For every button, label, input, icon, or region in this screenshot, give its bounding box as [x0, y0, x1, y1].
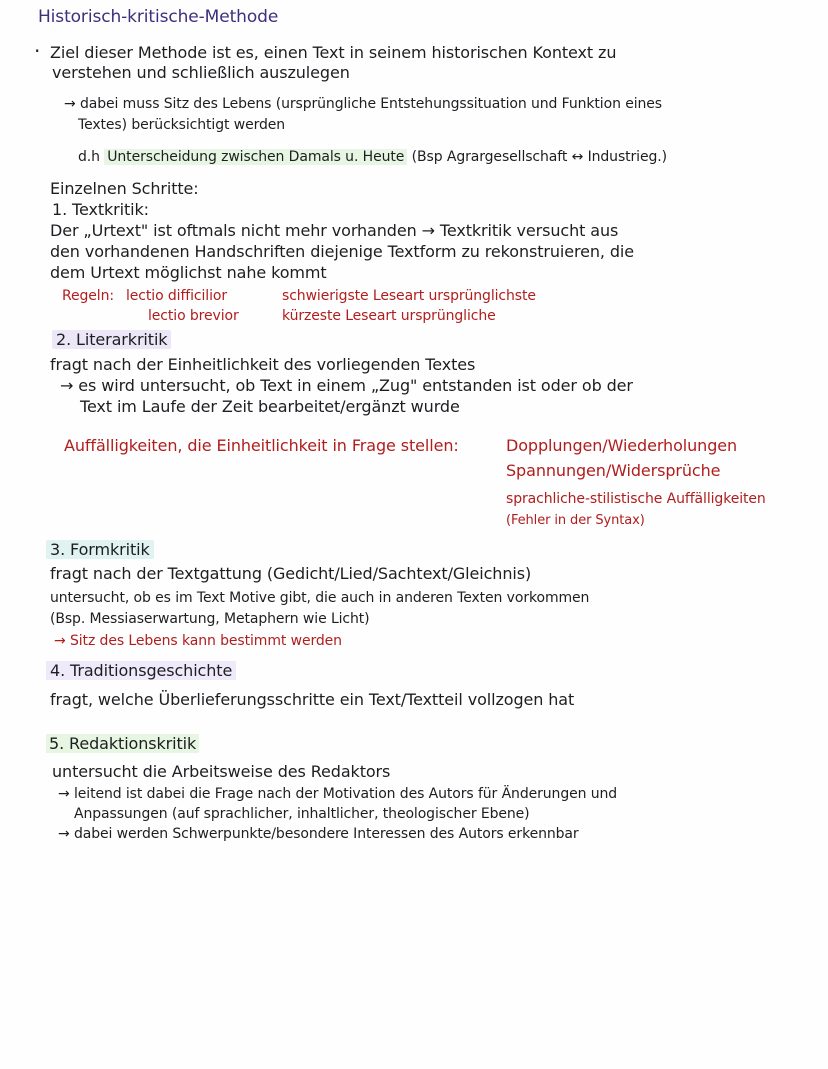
- intro-arrow-line-1: → dabei muss Sitz des Lebens (ursprüngliche Entstehungssituation und Funktion eines: [64, 96, 662, 112]
- step2-auff-item-4: (Fehler in der Syntax): [506, 513, 645, 528]
- steps-heading: Einzelnen Schritte:: [50, 179, 199, 198]
- step1-line-1: Der „Urtext" ist oftmals nicht mehr vorhanden → Textkritik versucht aus: [50, 221, 619, 240]
- step3-line-3: (Bsp. Messiaserwartung, Metaphern wie Licht): [50, 611, 370, 627]
- step1-rule2-term: lectio brevior: [148, 308, 239, 324]
- step2-auff-item-2: Spannungen/Widersprüche: [506, 461, 721, 480]
- step2-line-1: fragt nach der Einheitlichkeit des vorliegenden Textes: [50, 355, 476, 374]
- intro-arrow-line-2: Textes) berücksichtigt werden: [78, 117, 286, 133]
- step1-rule1-desc: schwierigste Leseart ursprünglichste: [282, 288, 536, 304]
- step1-heading: 1. Textkritik:: [52, 200, 149, 219]
- bullet-dot: ·: [34, 39, 41, 63]
- step1-line-2: den vorhandenen Handschriften diejenige Textform zu rekonstruieren, die: [50, 242, 635, 261]
- intro-line-1: Ziel dieser Methode ist es, einen Text in seinem historischen Kontext zu: [50, 43, 617, 62]
- step5-line-2: → leitend ist dabei die Frage nach der Motivation des Autors für Änderungen und: [58, 786, 618, 802]
- step2-auff-item-1: Dopplungen/Wiederholungen: [506, 436, 738, 455]
- step1-rules-label: Regeln:: [62, 288, 114, 304]
- dh-highlight: Unterscheidung zwischen Damals u. Heute: [104, 149, 407, 165]
- step3-line-4: → Sitz des Lebens kann bestimmt werden: [54, 633, 342, 649]
- step3-line-2: untersucht, ob es im Text Motive gibt, die auch in anderen Texten vorkommen: [50, 590, 590, 606]
- step3-heading: 3. Formkritik: [46, 541, 154, 559]
- step5-line-3: Anpassungen (auf sprachlicher, inhaltlicher, theologischer Ebene): [74, 806, 530, 822]
- step1-line-3: dem Urtext möglichst nahe kommt: [50, 263, 327, 282]
- step4-heading: 4. Traditionsgeschichte: [46, 662, 236, 680]
- step2-line-2: → es wird untersucht, ob Text in einem „Zug" entstanden ist oder ob der: [60, 376, 633, 395]
- step4-line-1: fragt, welche Überlieferungsschritte ein Text/Textteil vollzogen hat: [50, 690, 575, 709]
- intro-line-2: verstehen und schließlich auszulegen: [52, 63, 350, 82]
- step1-rule1-term: lectio difficilior: [126, 288, 228, 304]
- step2-auff-label: Auffälligkeiten, die Einheitlichkeit in Frage stellen:: [64, 436, 459, 455]
- intro-dh-line: d.h Unterscheidung zwischen Damals u. Heute (Bsp Agrargesellschaft ↔ Industrieg.): [78, 149, 667, 165]
- step2-line-3: Text im Laufe der Zeit bearbeitet/ergänzt wurde: [80, 397, 460, 416]
- step2-heading: 2. Literarkritik: [52, 331, 171, 349]
- step5-heading: 5. Redaktionskritik: [46, 735, 199, 753]
- step5-line-1: untersucht die Arbeitsweise des Redaktors: [52, 762, 391, 781]
- step5-line-4: → dabei werden Schwerpunkte/besondere Interessen des Autors erkennbar: [58, 826, 579, 842]
- step2-auff-item-3: sprachliche-stilistische Auffälligkeiten: [506, 491, 766, 507]
- page-title: Historisch-kritische-Methode: [38, 7, 279, 27]
- step1-rule2-desc: kürzeste Leseart ursprüngliche: [282, 308, 496, 324]
- step3-line-1: fragt nach der Textgattung (Gedicht/Lied/Sachtext/Gleichnis): [50, 564, 532, 583]
